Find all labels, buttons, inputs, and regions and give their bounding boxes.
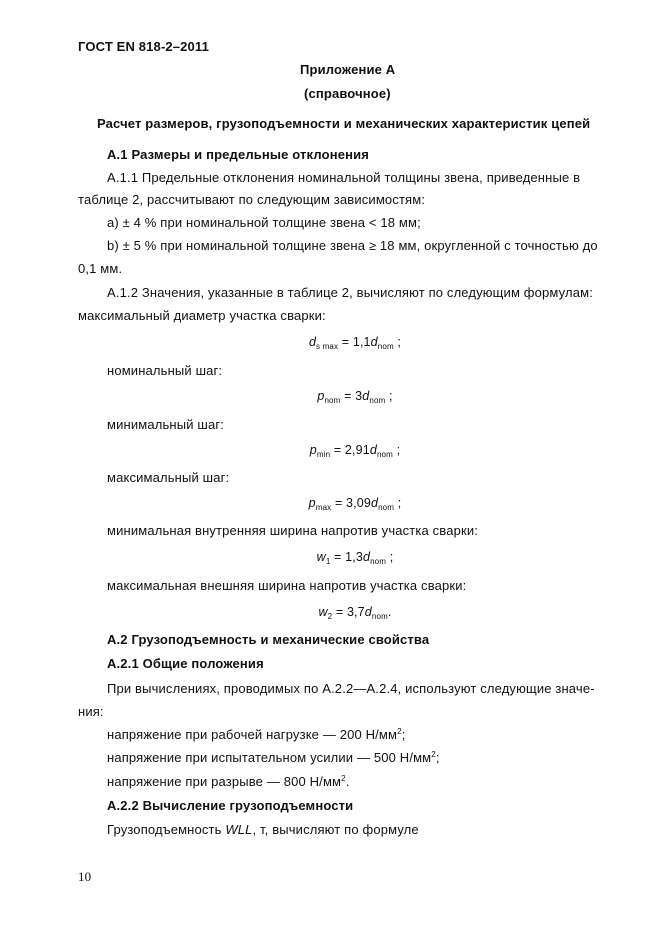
- appendix-type: (справочное): [304, 86, 391, 101]
- page-number: 10: [78, 869, 92, 884]
- label-max-weld-diameter: максимальный диаметр участка сварки:: [78, 308, 326, 323]
- formula-p-nom: $p_{nom} = 3d_{nom}$ ;: [317, 389, 393, 405]
- stress-breaking: напряжение при разрыве — 800 $Н/мм^2$.: [107, 774, 350, 789]
- list-item-a: а) ± 4 % при номинальной толщине звена < 18 мм;: [107, 215, 421, 230]
- label-min-pitch: минимальный шаг:: [107, 417, 224, 432]
- formula-p-max: $p_{max} = 3,09d_{nom}$ ;: [308, 496, 402, 512]
- label-min-inner-width: минимальная внутренняя ширина напротив участка сварки:: [107, 523, 478, 538]
- paragraph-a12-line1: А.1.2 Значения, указанные в таблице 2, вычисляют по следующим формулам:: [107, 285, 593, 300]
- formula-ds-max: $d_{s max} = 1,1d_{nom}$ ;: [308, 335, 402, 351]
- formula-w1: $w_1 = 1,3d_{nom}$ ;: [316, 550, 394, 566]
- section-a22-heading: А.2.2 Вычисление грузоподъемности: [107, 798, 354, 813]
- label-max-outer-width: максимальная внешняя ширина напротив участка сварки:: [107, 578, 467, 593]
- section-a1-heading: А.1 Размеры и предельные отклонения: [107, 147, 369, 162]
- label-max-pitch: максимальный шаг:: [107, 470, 230, 485]
- section-a21-heading: А.2.1 Общие положения: [107, 656, 264, 671]
- label-nominal-pitch: номинальный шаг:: [107, 363, 223, 378]
- main-title: Расчет размеров, грузоподъемности и механических характеристик цепей: [97, 116, 591, 131]
- list-item-b-line2: 0,1 мм.: [78, 261, 123, 276]
- paragraph-a11-line1: А.1.1 Предельные отклонения номинальной толщины звена, приведенные в: [107, 170, 581, 185]
- stress-working-load: напряжение при рабочей нагрузке — 200 $Н/мм^2$;: [107, 727, 406, 742]
- paragraph-a11-line2: таблице 2, рассчитывают по следующим зависимостям:: [78, 192, 426, 207]
- formula-p-min: $p_{min} = 2,91d_{nom}$ ;: [309, 443, 401, 459]
- paragraph-a21-line2: ния:: [78, 704, 104, 719]
- paragraph-wll: Грузоподъемность WLL, т, вычисляют по формуле: [107, 822, 419, 837]
- stress-test-force: напряжение при испытательном усилии — 500 $Н/мм^2$;: [107, 750, 440, 765]
- paragraph-a21-line1: При вычислениях, проводимых по А.2.2—А.2.4, используют следующие значе-: [107, 681, 595, 696]
- list-item-b-line1: b) ± 5 % при номинальной толщине звена ≥ 18 мм, округленной с точностью до: [107, 238, 598, 253]
- document-code: ГОСТ EN 818-2–2011: [78, 39, 209, 54]
- formula-w2: $w_2 = 3,7d_{nom}$.: [318, 605, 392, 621]
- appendix-title: Приложение А: [300, 62, 396, 77]
- section-a2-heading: А.2 Грузоподъемность и механические свойства: [107, 632, 430, 647]
